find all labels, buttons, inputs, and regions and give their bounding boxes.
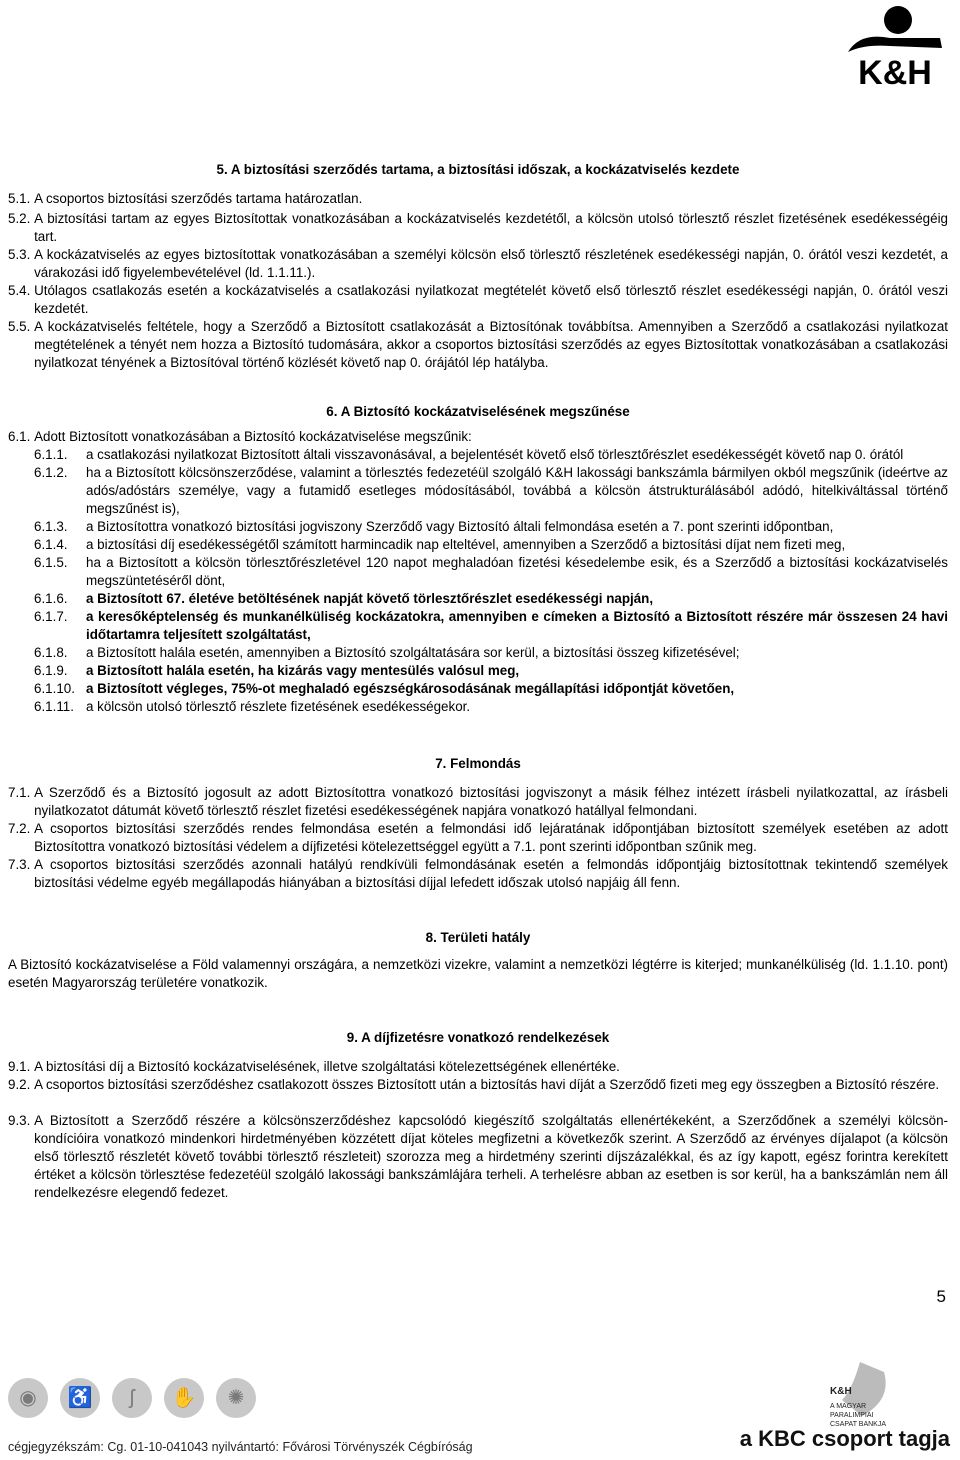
sign-language-icon: ✋ xyxy=(164,1378,204,1418)
clause-5-4 xyxy=(8,282,948,318)
sub-number: 6.1.10. xyxy=(34,681,75,696)
clause-5-5 xyxy=(8,318,948,372)
clause-text: Adott Biztosított vonatkozásában a Biztosító kockázatviselése megszűnik: xyxy=(34,429,472,444)
svg-text:K&H: K&H xyxy=(830,1386,852,1397)
clause-6-1-5 xyxy=(34,554,948,590)
clause-5-3 xyxy=(8,246,948,282)
sub-number: 6.1.1. xyxy=(34,447,68,462)
sub-number: 6.1.6. xyxy=(34,591,68,606)
sub-text: a kölcsön utolsó törlesztő részlete fizetésének esedékességekor. xyxy=(86,699,471,714)
sub-number: 6.1.4. xyxy=(34,537,68,552)
clause-number: 6.1. xyxy=(8,429,31,444)
clause-6-1-9 xyxy=(34,662,948,680)
clause-text: A csoportos biztosítási szerződéshez csatlakozott összes Biztosított után a biztosítás havi díját a Szerződő fizeti meg egy összegben a Biztosító részére. xyxy=(34,1077,940,1092)
clause-9-2 xyxy=(8,1076,948,1094)
clause-text: A kockázatviselés az egyes biztosítottak vonatkozásában a személyi kölcsön első törlesztő részletének esedékességi napján, 0. órától veszi kezdetét, a várakozási idő figyelembevételével (ld. 1.1.11.). xyxy=(34,247,948,280)
sub-text: a Biztosított 67. életéve betöltésének napját követő törlesztőrészlet esedékességi napján, xyxy=(86,591,654,606)
brain-icon: ✺ xyxy=(216,1378,256,1418)
kh-logo xyxy=(840,2,950,88)
clause-number: 5.1. xyxy=(8,191,31,206)
clause-6-1-2 xyxy=(34,464,948,518)
ear-icon: ʃ xyxy=(112,1378,152,1418)
clause-5-2 xyxy=(8,210,948,246)
sub-number: 6.1.11. xyxy=(34,699,74,714)
clause-number: 5.2. xyxy=(8,211,31,226)
clause-6-1-3 xyxy=(34,518,948,536)
document-body xyxy=(8,160,948,1202)
section-8-title: 8. Területi hatály xyxy=(425,930,531,945)
sub-number: 6.1.5. xyxy=(34,555,68,570)
wheelchair-icon: ♿ xyxy=(60,1378,100,1418)
clause-text: A kockázatviselés feltétele, hogy a Szerződő a Biztosított csatlakozását a Biztosítónak továbbítsa. Amennyiben a Szerződő a csatlakozási nyilatkozat megtételének a tényét nem hozza a Biztosító tudomására, akkor a csoportos biztosítási szerződés az egyes Biztosítottak vonatkozásában a csatlakozási nyilatkozat tényének a Biztosítóval történő közlését követő nap 0. órájától lép hatályba. xyxy=(34,319,948,370)
sub-number: 6.1.3. xyxy=(34,519,68,534)
sub-text: a csatlakozási nyilatkozat Biztosított általi visszavonásával, a bejelentését követő első törlesztőrészlet esedékességét követő nap 0. órától xyxy=(86,447,904,462)
clause-text: Utólagos csatlakozás esetén a kockázatviselés a csatlakozási nyilatkozat megtételét követő első törlesztő részlet esedékességi napján, 0. órától veszi kezdetét. xyxy=(34,283,948,316)
clause-text: A csoportos biztosítási szerződés tartama határozatlan. xyxy=(34,191,363,206)
clause-6-1-4 xyxy=(34,536,948,554)
clause-6-1-11 xyxy=(34,698,948,716)
section-5-title: 5. A biztosítási szerződés tartama, a biztosítási időszak, a kockázatviselés kezdete xyxy=(216,162,740,177)
sub-number: 6.1.8. xyxy=(34,645,68,660)
clause-number: 9.2. xyxy=(8,1077,31,1092)
section-6-title: 6. A Biztosító kockázatviselésének megszűnése xyxy=(326,404,630,419)
sub-text: a biztosítási díj esedékességétől számított harmincadik nap elteltével, amennyiben a Szerződő a biztosítási díjat nem fizeti meg, xyxy=(86,537,846,552)
clause-number: 9.1. xyxy=(8,1059,31,1074)
sub-text: ha a Biztosított kölcsönszerződése, valamint a törlesztés fedezetéül szolgáló K&H lakossági bankszámla bármilyen okból megszűnik (ideértve az adós/adóstárs személye, vagy a futamidő esetleges módosításából, továbbá a kölcsön átstrukturálásából adódó, hitelkiváltással történő megszűnést is), xyxy=(86,465,948,516)
svg-text:CSAPAT BANKJA: CSAPAT BANKJA xyxy=(830,1421,887,1428)
clause-9-3 xyxy=(8,1112,948,1202)
clause-9-1 xyxy=(8,1058,948,1076)
clause-number: 5.4. xyxy=(8,283,31,298)
clause-number: 7.2. xyxy=(8,821,31,836)
paralimpic-team-logo xyxy=(822,1360,898,1436)
clause-6-1-7 xyxy=(34,608,948,644)
clause-number: 7.1. xyxy=(8,785,31,800)
logo-text: K&H xyxy=(858,54,932,88)
section-9-title: 9. A díjfizetésre vonatkozó rendelkezések xyxy=(346,1030,610,1045)
sub-text: a keresőképtelenség és munkanélküliség kockázatokra, amennyiben e címeken a Biztosító a Biztosított részére már összesen 24 havi időtartamra teljesített szolgáltatást, xyxy=(86,609,948,642)
clause-6-1-1 xyxy=(34,446,948,464)
clause-6-1-10 xyxy=(34,680,948,698)
clause-7-2 xyxy=(8,820,948,856)
sub-number: 6.1.9. xyxy=(34,663,68,678)
clause-6-1 xyxy=(8,428,948,446)
clause-number: 5.3. xyxy=(8,247,31,262)
clause-8 xyxy=(8,956,948,992)
sub-text: a Biztosított halála esetén, amennyiben a Biztosító szolgáltatására sor kerül, a biztosítási összeg kifizetésével; xyxy=(86,645,740,660)
clause-text: A biztosítási tartam az egyes Biztosítottak vonatkozásában a kockázatviselés kezdetétől, a kölcsön utolsó törlesztő részlet fizetésének esedékességéig tart. xyxy=(34,211,948,244)
sub-text: a Biztosítottra vonatkozó biztosítási jogviszony Szerződő vagy Biztosító általi felmondása esetén a 7. pont szerinti időpontban, xyxy=(86,519,834,534)
clause-number: 5.5. xyxy=(8,319,31,334)
clause-number: 7.3. xyxy=(8,857,31,872)
svg-text:PARALIMPIAI: PARALIMPIAI xyxy=(830,1412,874,1419)
sub-text: ha a Biztosított a kölcsön törlesztőrészletével 120 napot meghaladóan fizetési késedelembe esik, és a Szerződő a biztosítási kockázatviselés megszüntetéséről dönt, xyxy=(86,555,948,588)
clause-text: A Biztosító kockázatviselése a Föld valamennyi országára, a nemzetközi vizekre, valamint a nemzetközi légtérre is kiterjed; munkanélküliség (ld. 1.1.10. pont) esetén Magyarország területére vonatkozik. xyxy=(8,957,948,990)
svg-text:A MAGYAR: A MAGYAR xyxy=(830,1403,867,1410)
sub-text: a Biztosított halála esetén, ha kizárás vagy mentesülés valósul meg, xyxy=(86,663,520,678)
clause-text: A Szerződő és a Biztosító jogosult az adott Biztosítottra vonatkozó biztosítási jogviszonyt a másik félhez intézett írásbeli nyilatkozattal, az írásbeli nyilatkozatot dátumát követő törlesztő részlet fizetési esedékességének napjára vonatkozó hatállyal felmondani. xyxy=(34,785,948,818)
clause-text: A Biztosított a Szerződő részére a kölcsönszerződéshez kapcsolódó kiegészítő szolgáltatás ellenértékeként, a Szerződőnek a személyi kölcsön-kondícióira vonatkozó mindenkori hirdetményében közzétett díjat köteles megfizetni a következők szerint. A Szerződő az érvényes díjalapot (a kölcsön első törlesztő részletét követő további törlesztő részleteit) szorozza meg a hirdetmény szerinti díjszázalékkal, és az így kapott, egész forintra kerekített értéket a kölcsön törlesztése fedezetéül szolgáló lakossági bankszámlájára terheli. A terhelésre abban az esetben is sor kerül, ha a bankszámlán nem áll rendelkezésre elegendő fedezet. xyxy=(34,1113,948,1200)
company-registration-footer: cégjegyzékszám: Cg. 01-10-041043 nyilvántartó: Fővárosi Törvényszék Cégbíróság xyxy=(8,1440,473,1454)
clause-text: A csoportos biztosítási szerződés rendes felmondása esetén a felmondási idő lejáratának időpontjában biztosított személyek esetében az adott Biztosítottra vonatkozó biztosítási védelem a díjfizetési kötelezettséggel együtt a 7.1. pont szerinti időpontban szűnik meg. xyxy=(34,821,948,854)
sub-number: 6.1.7. xyxy=(34,609,68,624)
sub-number: 6.1.2. xyxy=(34,465,68,480)
footer-icons xyxy=(8,1378,256,1418)
clause-text: A csoportos biztosítási szerződés azonnali hatályú rendkívüli felmondásának esetén a felmondás időpontjáig biztosítottnak tekintendő személyek biztosítási védelme egyéb megállapodás hiányában a biztosítási díjjal lefedett időszak utolsó napjáig áll fenn. xyxy=(34,857,948,890)
page-number: 5 xyxy=(936,1287,946,1306)
clause-7-3 xyxy=(8,856,948,892)
clause-5-1 xyxy=(8,190,948,208)
clause-number: 9.3. xyxy=(8,1113,31,1128)
section-7-title: 7. Felmondás xyxy=(435,756,521,771)
clause-text: A biztosítási díj a Biztosító kockázatviselésének, illetve szolgáltatási kötelezettségének ellenértéke. xyxy=(34,1059,620,1074)
clause-6-1-6 xyxy=(34,590,948,608)
sub-text: a Biztosított végleges, 75%-ot meghaladó egészségkárosodásának megállapítási időpontját követően, xyxy=(86,681,735,696)
kbc-group-tag: a KBC csoport tagja xyxy=(739,1426,950,1451)
clause-6-1-8 xyxy=(34,644,948,662)
clause-7-1 xyxy=(8,784,948,820)
eye-icon: ◉ xyxy=(8,1378,48,1418)
